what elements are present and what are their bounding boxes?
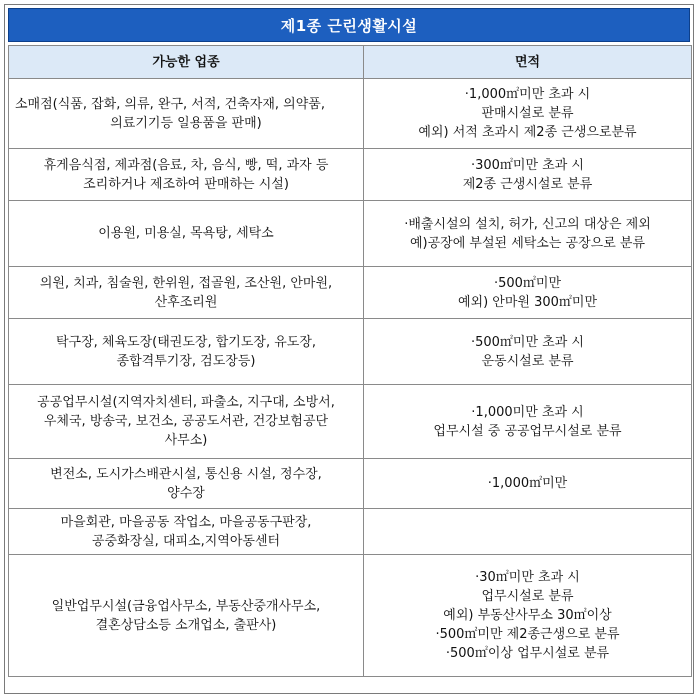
area-text-line: ·500㎡미만 [493,275,562,291]
facility-table [8,45,692,677]
area-text-line: 업무시설 중 공공업무시설로 분류 [433,423,622,439]
business-text-line: 산후조리원 [154,294,218,310]
area-cell [364,319,692,385]
business-text-line: 사무소) [164,433,208,448]
table-body [9,79,692,677]
header-area: 면적 [364,46,692,79]
area-text-line: 예)공장에 부설된 세탁소는 공장으로 분류 [409,235,646,251]
business-text-line: 공공업무시설(지역자치센터, 파출소, 지구대, 소방서, [37,395,335,410]
business-text-line: 양수장 [167,485,205,501]
area-text-line: 예외) 서적 초과시 제2종 근생으로분류 [418,125,637,140]
area-cell [364,555,692,677]
area-text-line: 예외) 부동산사무소 30㎡이상 [443,608,612,623]
business-text-line: 종합격투기장, 검도장등) [116,353,256,369]
business-cell [9,385,364,459]
area-text-line: ·1,000㎡미만 초과 시 [464,87,591,102]
business-text-line: 의원, 치과, 침술원, 한위원, 접골원, 조산원, 안마원, [39,275,333,291]
table-row [9,201,692,267]
area-text-line: 판매시설로 분류 [481,106,574,121]
area-cell [364,149,692,201]
area-cell [364,385,692,459]
business-text-line: 변전소, 도시가스배관시설, 통신용 시설, 정수장, [50,466,322,482]
area-cell [364,459,692,509]
business-text-line: 공중화장실, 대피소,지역아동센터 [91,533,281,549]
business-text-line: 이용원, 미용실, 목욕탕, 세탁소 [98,226,274,241]
table-row [9,79,692,149]
area-text-line: ·300㎡미만 초과 시 [470,157,584,173]
area-cell [364,201,692,267]
business-text-line: 조리하거나 제조하여 판매하는 시설) [83,176,289,192]
business-cell [9,509,364,555]
area-text-line: ·30㎡미만 초과 시 [475,570,580,585]
area-text-line: ·1,000㎡미만 [487,476,568,491]
business-cell [9,79,364,149]
area-text-line: ·500㎡미만 제2종근생으로 분류 [435,627,620,642]
business-cell [9,149,364,201]
area-text-line: ·500㎡미만 초과 시 [470,334,584,350]
header-row [9,46,692,79]
business-text-line: 일반업무시설(금융업사무소, 부동산중개사무소, [51,598,321,614]
area-text-line: ·1,000미만 초과 시 [471,404,584,420]
area-text-line: 제2종 근생시설로 분류 [462,176,593,192]
table-title: 제1종 근린생활시설 [8,8,690,42]
business-cell [9,555,364,677]
table-row [9,385,692,459]
table-row [9,459,692,509]
area-cell [364,509,692,555]
table-row [9,555,692,677]
business-text-line: 의료기기등 일용품을 판매) [110,115,262,131]
business-text-line: 탁구장, 체육도장(태권도장, 합기도장, 유도장, [55,334,317,350]
table-row [9,509,692,555]
table-row [9,319,692,385]
area-text-line: 업무시설로 분류 [481,589,574,604]
business-text-line: 마을회관, 마을공동 작업소, 마을공동구판장, [60,514,312,530]
business-cell [9,201,364,267]
business-cell [9,267,364,319]
business-cell [9,459,364,509]
business-cell [9,319,364,385]
area-text-line: 운동시설로 분류 [481,353,574,369]
area-text-line: 예외) 안마원 300㎡미만 [457,294,598,310]
area-cell [364,79,692,149]
area-text-line: ·500㎡이상 업무시설로 분류 [445,646,610,661]
business-text-line: 결혼상담소등 소개업소, 출판사) [95,617,277,633]
table-row [9,267,692,319]
header-business: 가능한 업종 [9,46,364,79]
business-text-line: 휴게음식점, 제과점(음료, 차, 음식, 빵, 떡, 과자 등 [43,157,329,173]
area-cell [364,267,692,319]
table-row [9,149,692,201]
area-text-line: ·배출시설의 설치, 허가, 신고의 대상은 제외 [404,216,651,232]
document-frame [4,4,694,694]
business-text-line: 소매점(식품, 잡화, 의류, 완구, 서적, 건축자재, 의약품, [15,96,325,112]
business-text-line: 우체국, 방송국, 보건소, 공공도서관, 건강보험공단 [43,414,329,429]
